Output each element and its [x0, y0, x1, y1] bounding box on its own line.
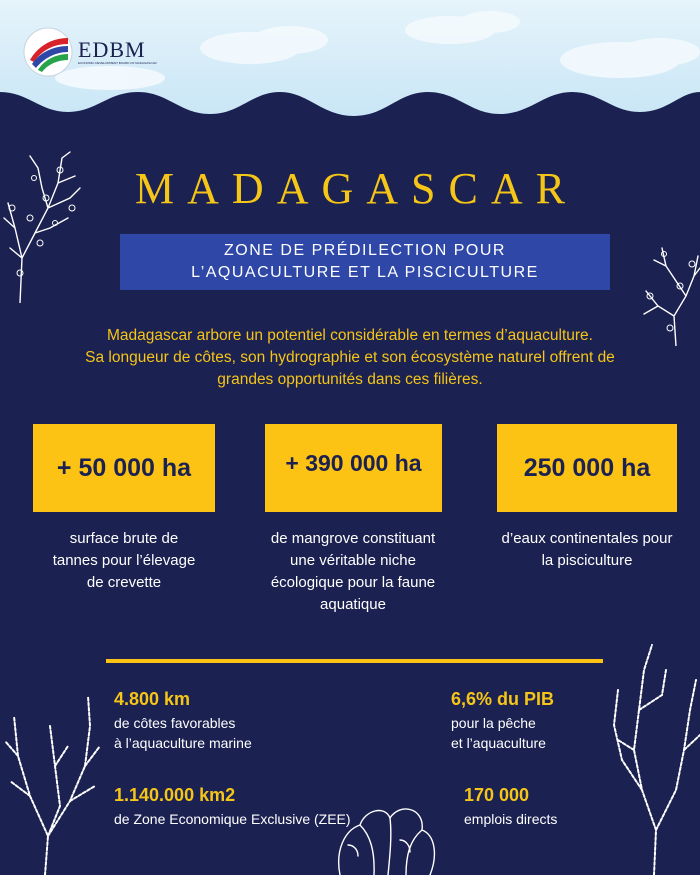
fact-desc-line: emplois directs	[464, 811, 558, 827]
fact-desc	[114, 713, 354, 753]
fact-zee	[114, 784, 394, 829]
stat-desc-line: de mangrove constituant	[270, 530, 436, 547]
edbm-logo	[22, 26, 172, 78]
page-title: MADAGASCAR	[135, 164, 578, 213]
logo-name: EDBM	[78, 37, 146, 62]
stat-desc-line: surface brute de	[69, 530, 179, 547]
stat-desc-line: écologique pour la faune	[270, 574, 436, 591]
subtitle-line: L’AQUACULTURE ET LA PISCICULTURE	[191, 264, 539, 281]
intro-line: Sa longueur de côtes, son hydrographie et son écosystème naturel offrent de	[85, 349, 615, 366]
fact-desc-line: et l’aquaculture	[451, 735, 546, 751]
stat-desc-tannes	[20, 528, 228, 594]
fact-desc	[451, 713, 601, 753]
logo-text	[78, 39, 157, 65]
coral-bottom-left-icon	[0, 686, 110, 875]
fact-value: 170 000	[464, 785, 530, 805]
intro-paragraph	[50, 325, 650, 391]
stat-desc-line: de crevette	[86, 574, 162, 591]
fact-desc	[114, 809, 394, 829]
stat-desc-eaux	[480, 528, 694, 572]
fact-value: 6,6% du PIB	[451, 689, 555, 709]
logo-tagline: ECONOMIC DEVELOPMENT BOARD OF MADAGASCAR	[78, 61, 157, 65]
fact-value: 4.800 km	[114, 689, 191, 709]
stat-value: 250 000 ha	[523, 453, 651, 482]
subtitle-line: ZONE DE PRÉDILECTION POUR	[224, 242, 506, 259]
intro-line: Madagascar arbore un potentiel considérable en termes d’aquaculture.	[107, 327, 593, 344]
fact-desc-line: à l’aquaculture marine	[114, 735, 252, 751]
stat-value: + 50 000 ha	[56, 453, 192, 482]
fact-desc-line: de Zone Economique Exclusive (ZEE)	[114, 811, 351, 827]
fact-coastline	[114, 688, 354, 753]
stat-desc-mangrove	[248, 528, 458, 616]
stat-box-tannes	[33, 424, 215, 512]
stat-desc-line: d’eaux continentales pour	[501, 530, 673, 547]
edbm-emblem-icon	[22, 26, 74, 78]
divider-line	[106, 659, 603, 663]
fact-gdp	[451, 688, 601, 753]
fact-desc-line: pour la pêche	[451, 715, 536, 731]
stat-desc-line: la pisciculture	[541, 552, 633, 569]
fact-desc-line: de côtes favorables	[114, 715, 236, 731]
stat-value: + 390 000 ha	[285, 450, 422, 476]
subtitle-banner	[120, 234, 610, 290]
stat-desc-line: une véritable niche	[290, 552, 416, 569]
stat-desc-line: tannes pour l’élevage	[52, 552, 196, 569]
fact-jobs	[464, 784, 604, 829]
fact-desc	[464, 809, 604, 829]
intro-line: grandes opportunités dans ces filières.	[217, 371, 483, 388]
stat-box-eaux	[497, 424, 677, 512]
fact-value: 1.140.000 km2	[114, 785, 236, 805]
stat-desc-line: aquatique	[320, 596, 386, 613]
stat-box-mangrove	[265, 424, 442, 512]
coral-bottom-right-icon	[604, 640, 700, 875]
